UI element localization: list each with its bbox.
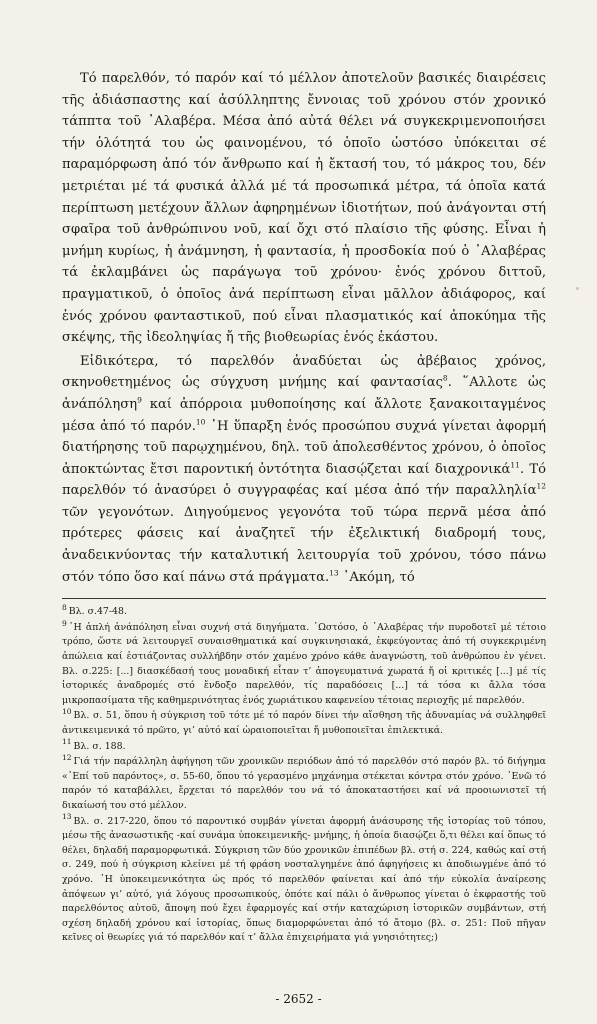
footnote bbox=[62, 737, 546, 755]
footnote-separator bbox=[62, 598, 546, 599]
page-content bbox=[62, 68, 546, 947]
footnote-number: 12 bbox=[62, 753, 72, 763]
body-paragraph bbox=[62, 68, 546, 349]
body-paragraph bbox=[62, 351, 546, 589]
footnote bbox=[62, 618, 546, 709]
footnote-number: 13 bbox=[62, 812, 72, 822]
footnote-number: 10 bbox=[62, 707, 72, 717]
footnote-text: Βλ. σ.47-48. bbox=[68, 606, 127, 618]
footnote bbox=[62, 709, 546, 738]
footnote bbox=[62, 605, 546, 620]
footnote-text: Βλ. σ. 217-220, ὅπου τό παροντικό συμβάν γίνεται ἀφορμή ἀνάσυρσης τῆς ἱστορίας τοῦ τόπου, μέσω τῆς ἀνασωστικῆς -καί συνάμα ὑποκειμενικῆς- μνήμης, ἡ ὁποία διασῴζει ὅ,τι θέλει καί ὅπως τό θέλει, δηλαδή παραμορφωτικά. Σύγκριση τῶν δύο χρονικῶν ἐπιπέδων βλ. στή σ. 224, καθώς καί στή σ. 249, πού ἡ σύγκριση κλείνει μέ τή φράση νοσταλγημένε ἀπό ἀφηγήσεις κι ἀποδιωγμένε ἀπό τό χρόνο. ῾Η ὑποκειμενικότητα ὡς πρός τό παρελθόν φαίνεται καί ἀπό τήν εὐκολία ἀναίρεσης ἀπόψεων γι’ αὐτό, γιά λόγους προσωπικούς, ὁπότε καί πάλι ὁ ἄνθρωπος γίνεται ὁ ἐκφραστής τοῦ παρελθόντος αὐτοῦ, ἄποψη πού ἔχει ἐφαρμογές καί στήν καταχώριση ἱστορικῶν συμβάντων, στή σχέση δηλαδή χρόνου καί ἱστορίας, ὅπως διαμορφώνεται ἀπό τό ἄτομο (βλ. σ. 251: Ποῦ πῆγαν κεῖνες οἱ θεωρίες γιά τό παρελθόν καί τ’ ἄλλα ἐπιχειρήματα γιά γνησιότητες;) bbox=[62, 815, 546, 944]
page-number: - 2652 - bbox=[275, 992, 322, 1006]
text-segment: ᾿Ακόμη, τό bbox=[338, 569, 415, 585]
footnote bbox=[62, 755, 546, 813]
footnote-reference: 9 bbox=[137, 395, 142, 405]
footnote-reference: 12 bbox=[536, 481, 546, 491]
footnote-number: 11 bbox=[62, 737, 72, 747]
footnote-text: Βλ. σ. 188. bbox=[73, 740, 126, 752]
footnote-reference: 11 bbox=[510, 460, 520, 470]
footnotes bbox=[62, 605, 546, 946]
footnote-reference: 13 bbox=[329, 568, 339, 578]
footnote-number: 8 bbox=[62, 603, 67, 613]
footnote-reference: 8 bbox=[442, 373, 448, 383]
footnote-text: ῾Η ἁπλή ἀνάπόληση εἶναι συχνή στά διηγήματα. ᾿Ωστόσο, ὁ ᾿Αλαβέρας τήν πυροδοτεῖ μέ τέτοιο τρόπο, ὥστε νά λειτουργεῖ συναισθηματικά καί συγκινησιακά, ἐκφεύγοντας ἀπό τή συγκεκριμένη ἀπώλεια καί ἑστιάζοντας συλλήβδην στόν χαμένο χρόνο κάθε ἀναγνώστη, τοῦ ἀνθρώπου ἐν γένει. Βλ. σ.225: [...] διασκέδασή τους μοναδική εἶταν τ’ ἀπογευματινά χωρατά ἤ οἱ κριτικές [...] μέ τίς ἱστορικές ἀναδρομές στό ἔνδοξο παρελθόν, τίς παραδόσεις [...] τά τόσα κι ἄλλα τόσα μικροπασίματα τῆς καθημερινότητας ἑνός χωριάτικου καφενείου τέτοιας περιοχῆς μέ παρελθόν. bbox=[62, 621, 546, 706]
footnote-text: Βλ. σ. 51, ὅπου ἡ σύγκριση τοῦ τότε μέ τό παρόν δίνει τήν αἴσθηση τῆς ἀδυναμίας νά συλληφθεῖ ἀντικειμενικά τό πρῶτο, γι’ αὐτό καί ὡραιοποιεῖται ἤ μυθοποιεῖται ἐπιλεκτικά. bbox=[62, 710, 546, 736]
text-segment: ῾Η ὕπαρξη ἑνός προσώπου συχνά γίνεται ἀφορμή διατήρησης τοῦ παρῳχημένου, δηλ. τοῦ ἀπολεσθέντος χρόνου, ὁ ὁποῖος ἀποκτώντας ἔτσι παροντική ὀντότητα διασῴζεται καί διαχρονικά bbox=[62, 418, 546, 477]
footnote-number: 9 bbox=[62, 618, 67, 628]
text-segment: Εἰδικότερα, τό παρελθόν ἀναδύεται ὡς ἀβέβαιος χρόνος, σκηνοθετημένος ὡς σύγχυση μνήμης καί φαντασίας bbox=[62, 353, 546, 391]
footnote-text: Γιά τήν παράλληλη ἀφήγηση τῶν χρονικῶν περιόδων ἀπό τό παρελθόν στό παρόν βλ. τό διήγημα «᾿Επί τοῦ παρόντος», σ. 55-60, ὅπου τό γερασμένο μηχάνημα στέκεται κόντρα στόν χρόνο. ᾿Ενῶ τό παρόν τό καταβάλλει, ἔρχεται τό παρελθόν του νά τό ἀποκαταστήσει καί νά προοιωνιστεῖ τή δικαίωσή του στό μέλλον. bbox=[62, 756, 546, 811]
main-text bbox=[62, 68, 546, 588]
footnote-reference: 10 bbox=[195, 417, 206, 427]
footnote bbox=[62, 812, 546, 946]
paper-speck bbox=[576, 287, 579, 290]
text-segment: . ῞Αλλοτε ὡς ἀνάπόληση bbox=[62, 375, 546, 412]
text-segment: . Τό παρελθόν τό ἀνασύρει ὁ συγγραφέας καί μέσα ἀπό τήν παραλληλία bbox=[62, 461, 546, 499]
text-segment: καί ἀπόρροια μυθοποίησης καί ἄλλοτε ξανακοιταγμένος μέσα ἀπό τό παρόν. bbox=[62, 396, 546, 434]
text-segment: Τό παρελθόν, τό παρόν καί τό μέλλον ἀποτελοῦν βασικές διαιρέσεις τῆς ἀδιάσπαστης καί ἀσύλληπτης ἔννοιας τοῦ χρόνου στόν χρονικό τάππτα τοῦ ᾿Αλαβέρα. Μέσα ἀπό αὐτά θέλει νά συγκεκριμενοποιήσει τήν ὁλότητά του ὡς φαινομένου, τό ὁποῖο ὡστόσο ὑπόκειται σέ παραμόρφωση ἀπό τόν ἄνθρωπο καί ἡ ἔκτασή του, τό μάκρος του, δέν μετριέται μέ τά φυσικά ἀλλά μέ τά προσωπικά μέτρα, τά ὁποῖα κατά περίπτωση μετέχουν ἄλλων ἀφηρημένων ἰδιοτήτων, πού ἀνάγονται στή σφαῖρα τοῦ ἀνθρώπινου νοῦ, καί ὄχι στό πλαίσιο τῆς φύσης. Εἶναι ἡ μνήμη κυρίως, ἡ ἀνάμνηση, ἡ φαντασία, ἡ προσδοκία πού ὁ ᾿Αλαβέρας τά ἐκλαμβάνει ὡς παράγωγα τοῦ χρόνου· ἑνός χρόνου διττοῦ, πραγματικοῦ, ὁ ὁποῖος ἀνά περίπτωση εἶναι μᾶλλον ἀδιάφορος, καί ἑνός χρόνου φανταστικοῦ, πού εἶναι πλασματικός καί ἀποκύημα τῆς σκέψης, τῆς ἰδεοληψίας ἤ τῆς βιοθεωρίας ἑνός ἑκάστου. bbox=[62, 71, 546, 346]
text-segment: τῶν γεγονότων. Διηγούμενος γεγονότα τοῦ τώρα περνᾶ μέσα ἀπό πρότερες φάσεις καί ἀναζητεῖ τήν ἐξελικτική διαδρομή τους, ἀναδεικνύοντας τήν καταλυτική λειτουργία τοῦ χρόνου, τόσο πάνω στόν τόπο ὅσο καί πάνω στά πράγματα. bbox=[62, 504, 546, 585]
